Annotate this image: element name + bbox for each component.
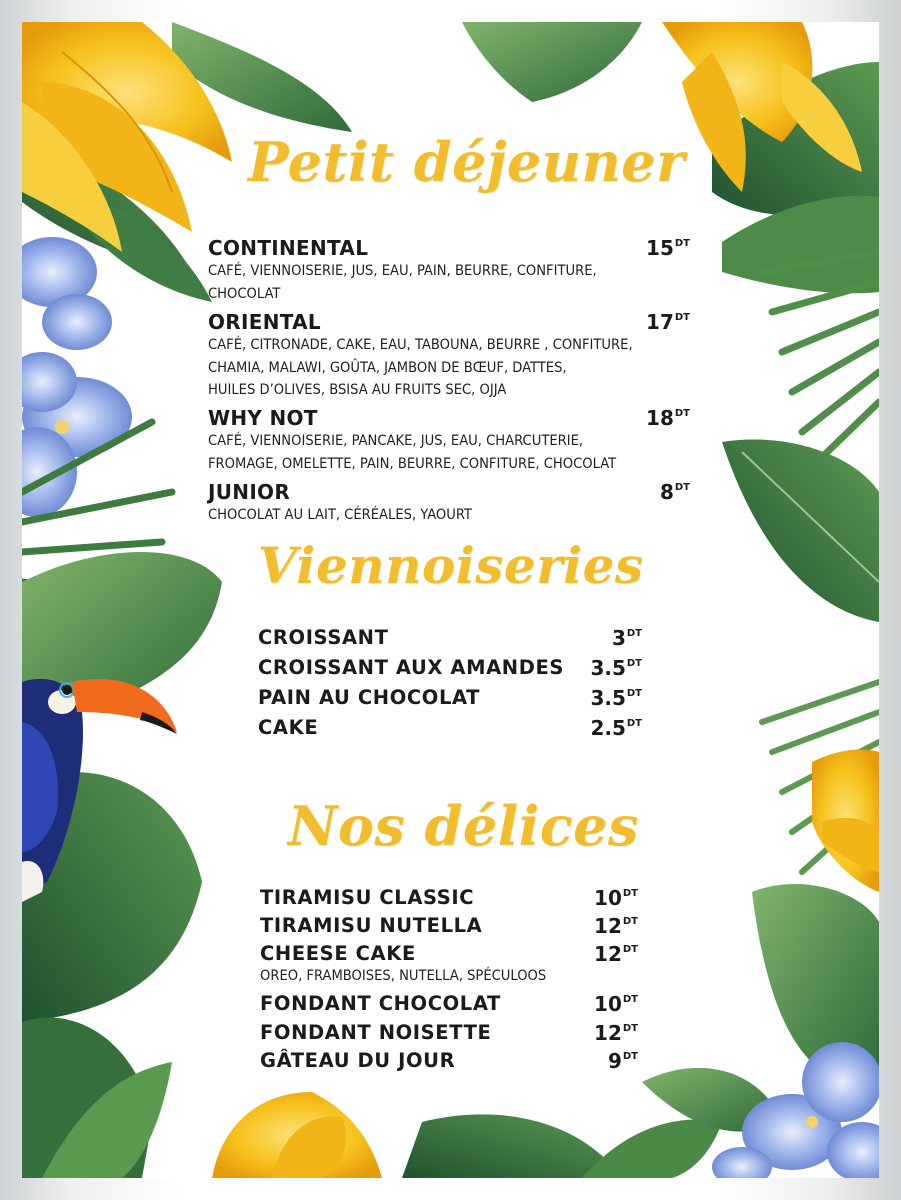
item-name: TIRAMISU NUTELLA xyxy=(260,914,483,937)
item-price: $12^{DT}$ xyxy=(594,1021,638,1045)
item-name: WHY NOT xyxy=(208,406,318,430)
menu-item-cake xyxy=(258,716,642,739)
item-description: CHOCOLAT AU LAIT, CÉRÉALES, YAOURT xyxy=(208,506,472,523)
item-name: CONTINENTAL xyxy=(208,236,369,260)
item-name: ORIENTAL xyxy=(208,310,321,334)
item-price: $10^{DT}$ xyxy=(594,992,638,1016)
item-name: PAIN AU CHOCOLAT xyxy=(258,686,481,709)
item-description: OREO, FRAMBOISES, NUTELLA, SPÉCULOOS xyxy=(260,967,547,984)
menu-item-continental xyxy=(208,236,690,305)
menu-item-why-not xyxy=(208,406,690,475)
menu-item-fondant-noisette xyxy=(260,1021,638,1044)
section-title-viennoiseries: Viennoiseries xyxy=(258,536,644,595)
item-name: TIRAMISU CLASSIC xyxy=(260,886,475,909)
menu-item-tiramisu-classic xyxy=(260,886,638,909)
item-price: $8^{DT}$ xyxy=(659,480,690,504)
menu-item-tiramisu-nutella xyxy=(260,914,638,937)
item-price: $3^{DT}$ xyxy=(611,626,642,650)
menu-item-pain-au-chocolat xyxy=(258,686,642,709)
menu-item-cheese-cake xyxy=(260,942,638,986)
item-price: $2.5^{DT}$ xyxy=(590,716,642,740)
item-description: CAFÉ, VIENNOISERIE, JUS, EAU, PAIN, BEURRE, CONFITURE, CHOCOLAT xyxy=(208,262,597,302)
item-description: CAFÉ, VIENNOISERIE, PANCAKE, JUS, EAU, CHARCUTERIE, FROMAGE, OMELETTE, PAIN, BEURRE, CONFITURE, CHOCOLAT xyxy=(208,432,617,472)
menu-item-croissant-aux-amandes xyxy=(258,656,642,679)
item-price: $9^{DT}$ xyxy=(607,1049,638,1073)
menu-item-junior xyxy=(208,480,690,527)
leaf-right-middle xyxy=(722,439,879,622)
item-name: CAKE xyxy=(258,716,319,739)
item-name: CROISSANT xyxy=(258,626,389,649)
section-title-petit-dejeuner: Petit déjeuner xyxy=(248,130,686,194)
yellow-flower-right xyxy=(812,750,879,893)
item-price: $12^{DT}$ xyxy=(594,914,638,938)
menu-item-fondant-chocolat xyxy=(260,992,638,1015)
item-price: $18^{DT}$ xyxy=(646,406,690,430)
item-price: $17^{DT}$ xyxy=(646,310,690,334)
item-name: FONDANT NOISETTE xyxy=(260,1021,492,1044)
menu-item-oriental xyxy=(208,310,690,402)
item-name: GÂTEAU DU JOUR xyxy=(260,1049,456,1072)
item-price: $3.5^{DT}$ xyxy=(590,686,642,710)
item-price: $3.5^{DT}$ xyxy=(590,656,642,680)
item-name: CROISSANT AUX AMANDES xyxy=(258,656,565,679)
item-price: $12^{DT}$ xyxy=(594,942,638,966)
menu-item-croissant xyxy=(258,626,642,649)
item-price: $10^{DT}$ xyxy=(594,886,638,910)
item-name: FONDANT CHOCOLAT xyxy=(260,992,501,1015)
blue-flower-left xyxy=(22,237,132,517)
section-title-nos-delices: Nos délices xyxy=(288,794,639,858)
yellow-flower-bottom xyxy=(212,1092,382,1178)
item-description: CAFÉ, CITRONADE, CAKE, EAU, TABOUNA, BEURRE , CONFITURE, CHAMIA, MALAWI, GOÛTA, JAMBON DE BŒUF, DATTES, HUILES D’OLIVES, BSISA AU FRUITS SEC, OJJA xyxy=(208,336,633,398)
item-name: JUNIOR xyxy=(208,480,291,504)
menu-card xyxy=(22,22,879,1178)
item-price: $15^{DT}$ xyxy=(646,236,690,260)
item-name: CHEESE CAKE xyxy=(260,942,416,965)
menu-item-gateau-du-jour xyxy=(260,1049,638,1072)
